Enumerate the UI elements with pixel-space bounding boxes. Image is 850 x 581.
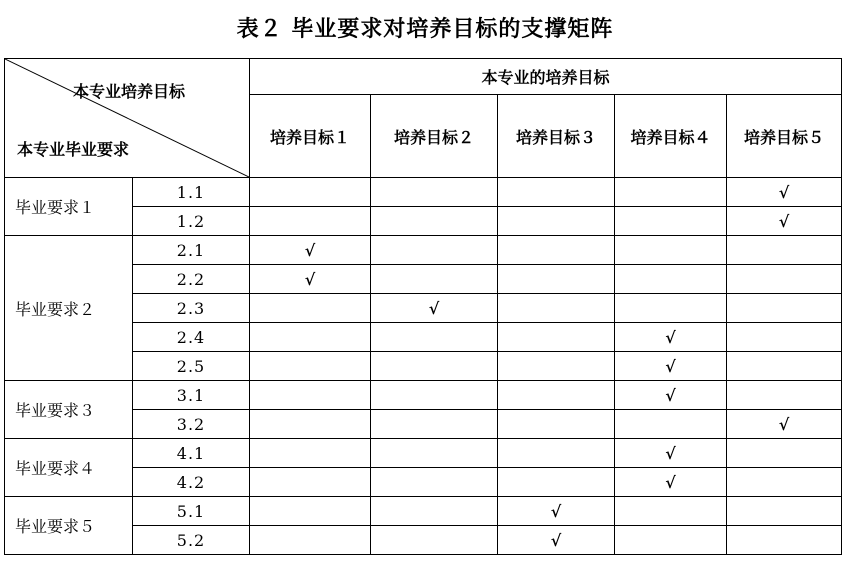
matrix-cell-goal-1 [250,497,371,526]
requirement-group-label: 毕业要求５ [5,497,133,555]
matrix-cell-goal-4 [615,468,727,497]
check-mark: √ [778,414,790,434]
matrix-cell-goal-4 [615,352,727,381]
matrix-cell-goal-3 [498,323,615,352]
matrix-cell-goal-1 [250,294,371,323]
matrix-cell-goal-2 [371,497,498,526]
matrix-cell-goal-3 [498,526,615,555]
sub-requirement-id: 2.3 [133,294,250,323]
matrix-cell-goal-2 [371,265,498,294]
matrix-cell-goal-5 [727,468,842,497]
matrix-cell-goal-1 [250,439,371,468]
matrix-cell-goal-1 [250,323,371,352]
matrix-cell-goal-1 [250,381,371,410]
matrix-cell-goal-4 [615,265,727,294]
check-mark: √ [428,298,440,318]
matrix-cell-goal-1 [250,526,371,555]
table-row [5,178,842,207]
matrix-cell-goal-5 [727,439,842,468]
sub-requirement-id: 2.5 [133,352,250,381]
matrix-cell-goal-3 [498,265,615,294]
table-row [5,236,842,265]
diagonal-header-cell [5,59,250,178]
sub-requirement-id: 3.1 [133,381,250,410]
matrix-cell-goal-3 [498,468,615,497]
sub-requirement-id: 5.2 [133,526,250,555]
sub-requirement-id: 2.1 [133,236,250,265]
requirement-group-label: 毕业要求４ [5,439,133,497]
matrix-cell-goal-4 [615,294,727,323]
diag-top-label: 本专业培养目标 [73,82,186,101]
matrix-cell-goal-3 [498,236,615,265]
sub-requirement-id: 5.1 [133,497,250,526]
table-row [5,497,842,526]
goal-header-2: 培养目标２ [371,95,498,178]
matrix-cell-goal-2 [371,381,498,410]
matrix-cell-goal-2 [371,207,498,236]
matrix-cell-goal-4 [615,497,727,526]
sub-requirement-id: 3.2 [133,410,250,439]
sub-requirement-id: 2.2 [133,265,250,294]
matrix-cell-goal-5 [727,526,842,555]
matrix-cell-goal-3 [498,497,615,526]
check-mark: √ [665,443,676,463]
matrix-cell-goal-2 [371,526,498,555]
table-row [5,381,842,410]
matrix-cell-goal-1 [250,236,371,265]
matrix-cell-goal-3 [498,410,615,439]
matrix-cell-goal-5 [727,410,842,439]
matrix-cell-goal-3 [498,178,615,207]
matrix-cell-goal-4 [615,439,727,468]
check-mark: √ [778,211,790,231]
matrix-cell-goal-4 [615,207,727,236]
matrix-cell-goal-2 [371,468,498,497]
support-matrix [4,58,842,555]
matrix-cell-goal-5 [727,497,842,526]
matrix-cell-goal-5 [727,236,842,265]
goals-span-header: 本专业的培养目标 [250,59,842,95]
matrix-cell-goal-4 [615,381,727,410]
matrix-cell-goal-2 [371,410,498,439]
check-mark: √ [778,182,790,202]
matrix-cell-goal-1 [250,468,371,497]
requirement-group-label: 毕业要求１ [5,178,133,236]
matrix-cell-goal-4 [615,323,727,352]
matrix-cell-goal-5 [727,323,842,352]
matrix-cell-goal-1 [250,207,371,236]
matrix-cell-goal-1 [250,178,371,207]
sub-requirement-id: 1.2 [133,207,250,236]
matrix-cell-goal-5 [727,207,842,236]
matrix-cell-goal-3 [498,294,615,323]
matrix-cell-goal-2 [371,236,498,265]
matrix-cell-goal-4 [615,526,727,555]
matrix-cell-goal-1 [250,410,371,439]
matrix-cell-goal-5 [727,265,842,294]
check-mark: √ [665,356,676,376]
goal-header-4: 培养目标４ [615,95,727,178]
table-title: 表２ 毕业要求对培养目标的支撑矩阵 [236,16,614,42]
matrix-cell-goal-2 [371,323,498,352]
goal-header-1: 培养目标１ [250,95,371,178]
check-mark: √ [550,530,562,550]
matrix-cell-goal-4 [615,178,727,207]
check-mark: √ [550,501,562,521]
table-row [5,439,842,468]
matrix-cell-goal-5 [727,352,842,381]
check-mark: √ [304,240,316,260]
requirement-group-label: 毕业要求２ [5,236,133,381]
matrix-cell-goal-2 [371,178,498,207]
matrix-cell-goal-3 [498,381,615,410]
requirement-group-label: 毕业要求３ [5,381,133,439]
matrix-cell-goal-3 [498,207,615,236]
sub-requirement-id: 2.4 [133,323,250,352]
goal-header-3: 培养目标３ [498,95,615,178]
diag-bottom-label: 本专业毕业要求 [17,140,130,159]
goal-header-5: 培养目标５ [727,95,842,178]
matrix-cell-goal-2 [371,294,498,323]
matrix-cell-goal-2 [371,439,498,468]
matrix-cell-goal-1 [250,352,371,381]
matrix-cell-goal-3 [498,439,615,468]
matrix-cell-goal-1 [250,265,371,294]
matrix-cell-goal-4 [615,236,727,265]
matrix-cell-goal-4 [615,410,727,439]
matrix-cell-goal-5 [727,178,842,207]
check-mark: √ [665,327,676,347]
check-mark: √ [665,385,676,405]
check-mark: √ [665,472,676,492]
check-mark: √ [304,269,316,289]
sub-requirement-id: 4.2 [133,468,250,497]
matrix-cell-goal-2 [371,352,498,381]
sub-requirement-id: 1.1 [133,178,250,207]
matrix-cell-goal-3 [498,352,615,381]
matrix-cell-goal-5 [727,381,842,410]
sub-requirement-id: 4.1 [133,439,250,468]
matrix-cell-goal-5 [727,294,842,323]
